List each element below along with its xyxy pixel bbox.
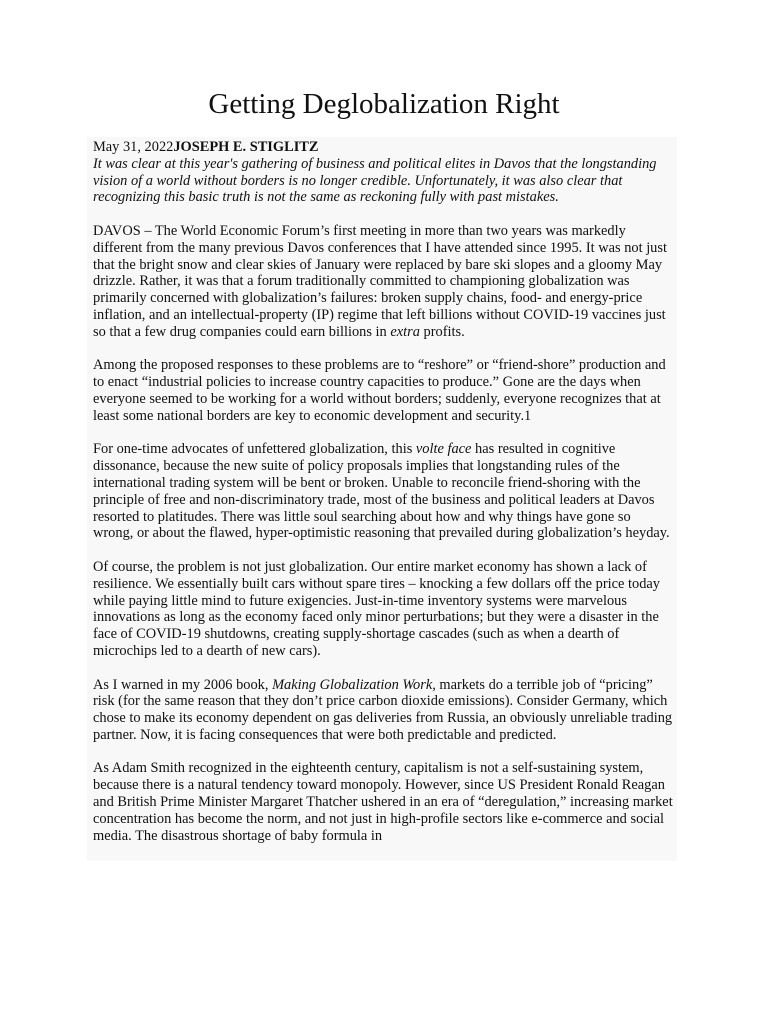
paragraph-3 [93,441,673,542]
paragraph-3-text-end: has resulted in cognitive dissonance, because the new suite of policy proposals implies that longstanding rules of the international trading system will be bent or broken. Unable to reconcile friend-shoring with the principle of free and non-discriminatory trade, most of the business and political leaders at Davos resorted to platitudes. There was little soul searching about how and why things have gone so wrong, or about the flawed, hyper-optimistic reasoning that prevailed during globalization’s heyday. [93,441,670,542]
paragraph-1 [93,223,673,341]
article-byline [93,139,673,156]
paragraph-1-text-end: profits. [419,323,465,340]
article-lede: It was clear at this year's gathering of business and political elites in Davos that the longstanding vision of a world without borders is no longer credible. Unfortunately, it was also clear that recognizing this basic truth is not the same as reckoning fully with past mistakes. [93,155,657,206]
article-author: JOSEPH E. STIGLITZ [173,139,319,155]
article-body [87,137,677,861]
paragraph-2: Among the proposed responses to these problems are to “reshore” or “friend-shore” production and to enact “industrial policies to increase country capacities to produce.” Gone are the days when everyone seemed to be working for a world without borders; suddenly, everyone recognizes that at least some national borders are key to economic development and security.1 [93,357,666,424]
article-date: May 31, 2022 [93,139,174,155]
paragraph-6: As Adam Smith recognized in the eighteenth century, capitalism is not a self-sustaining system, because there is a natural tendency toward monopoly. However, since US President Ronald Reagan and British Prime Minister Margaret Thatcher ushered in an era of “deregulation,” increasing market concentration has become the norm, and not just in high-profile sectors like e-commerce and social media. The disastrous shortage of baby formula in [93,760,673,844]
paragraph-3-emphasis: volte face [415,441,472,458]
paragraph-3-text: For one-time advocates of unfettered globalization, this [93,441,416,458]
book-title: Making Globalization Work, [272,676,436,693]
paragraph-4: Of course, the problem is not just globalization. Our entire market economy has shown a lack of resilience. We essentially built cars without spare tires – knocking a few dollars off the price today while paying little mind to future exigencies. Just-in-time inventory systems were marvelous innovations as long as the economy faced only minor perturbations; but they were a disaster in the face of COVID-19 shutdowns, creating supply-shortage cascades (such as when a dearth of microchips led to a dearth of new cars). [93,558,660,659]
paragraph-1-emphasis: extra [390,323,420,340]
paragraph-5-text: As I warned in my 2006 book, [93,676,273,693]
paragraph-1-text: DAVOS – The World Economic Forum’s first meeting in more than two years was markedly different from the many previous Davos conferences that I have attended since 1995. It was not just that the bright snow and clear skies of January were replaced by bare ski slopes and a gloomy May drizzle. Rather, it was that a forum traditionally committed to championing globalization was primarily concerned with globalization’s failures: broken supply chains, food- and energy-price inflation, and an intellectual-property (IP) regime that left billions without COVID-19 vaccines just so that a few drug companies could earn billions in [93,222,667,340]
paragraph-5 [93,677,673,744]
article-title: Getting Deglobalization Right [208,88,560,120]
paragraph-5-text-end: markets do a terrible job of “pricing” risk (for the same reason that they don’t price carbon dioxide emissions). Consider Germany, which chose to make its economy dependent on gas deliveries from Russia, an obviously unreliable trading partner. Now, it is facing consequences that were both predictable and predicted. [93,676,673,743]
